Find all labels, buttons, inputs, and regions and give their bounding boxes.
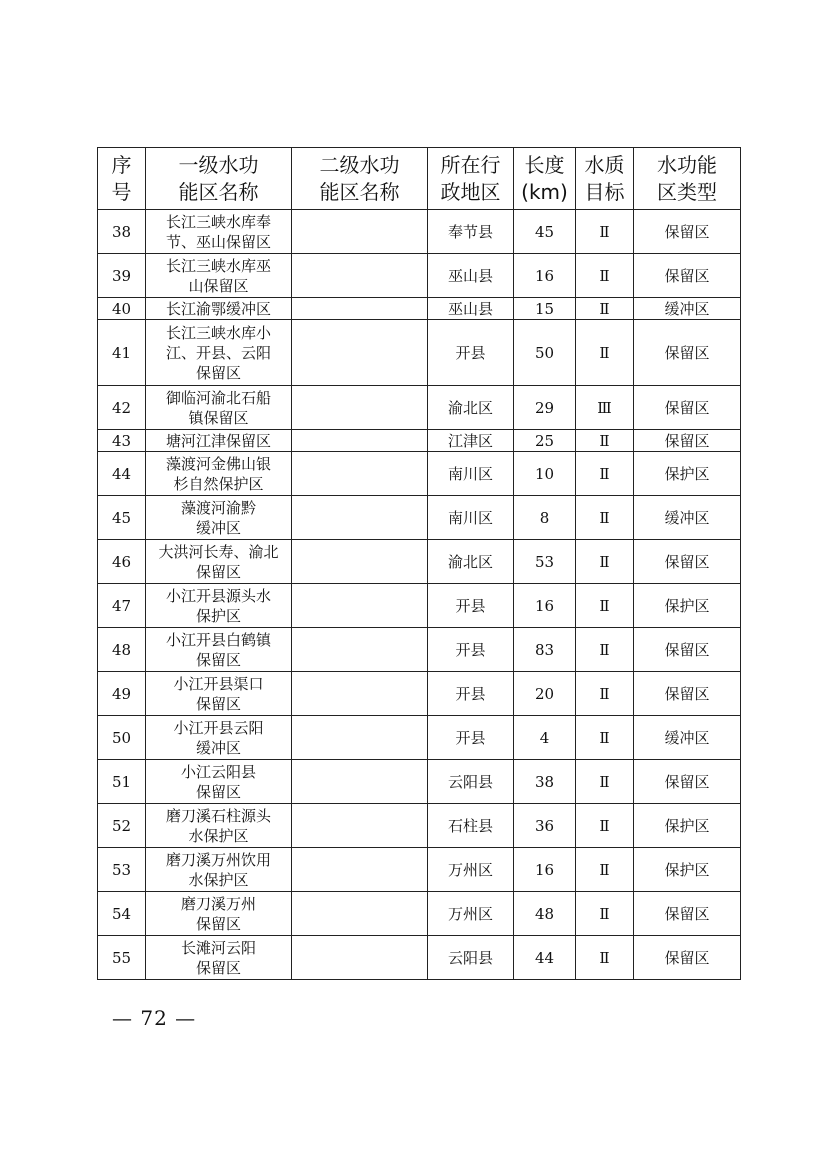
water-quality-target: Ⅱ	[576, 848, 634, 892]
primary-zone-name: 长江三峡水库巫 山保留区	[146, 254, 292, 298]
region-name: 万州区	[428, 892, 514, 936]
table-row	[98, 760, 741, 804]
table-row	[98, 320, 741, 386]
zone-type: 保留区	[634, 760, 741, 804]
water-quality-target: Ⅲ	[576, 386, 634, 430]
secondary-zone-name	[292, 672, 428, 716]
secondary-zone-name	[292, 540, 428, 584]
table-row	[98, 672, 741, 716]
water-quality-target: Ⅱ	[576, 320, 634, 386]
zone-type: 缓冲区	[634, 716, 741, 760]
water-quality-target: Ⅱ	[576, 672, 634, 716]
region-name: 云阳县	[428, 760, 514, 804]
length-km: 16	[514, 584, 576, 628]
primary-zone-name: 小江云阳县 保留区	[146, 760, 292, 804]
row-number: 42	[98, 386, 146, 430]
primary-zone-name: 御临河渝北石船 镇保留区	[146, 386, 292, 430]
water-quality-target: Ⅱ	[576, 430, 634, 452]
primary-zone-name: 藻渡河渝黔 缓冲区	[146, 496, 292, 540]
zone-type: 保留区	[634, 386, 741, 430]
page-number: — 72 —	[112, 1006, 197, 1030]
water-quality-target: Ⅱ	[576, 298, 634, 320]
primary-zone-name: 长江三峡水库奉 节、巫山保留区	[146, 210, 292, 254]
table-row	[98, 892, 741, 936]
row-number: 54	[98, 892, 146, 936]
table-row	[98, 254, 741, 298]
length-km: 36	[514, 804, 576, 848]
primary-zone-name: 磨刀溪万州饮用 水保护区	[146, 848, 292, 892]
length-km: 25	[514, 430, 576, 452]
primary-zone-name: 磨刀溪万州 保留区	[146, 892, 292, 936]
secondary-zone-name	[292, 760, 428, 804]
primary-zone-name: 长江三峡水库小 江、开县、云阳 保留区	[146, 320, 292, 386]
region-name: 渝北区	[428, 386, 514, 430]
region-name: 南川区	[428, 496, 514, 540]
primary-zone-name: 大洪河长寿、渝北 保留区	[146, 540, 292, 584]
primary-zone-name: 小江开县源头水 保护区	[146, 584, 292, 628]
row-number: 45	[98, 496, 146, 540]
region-name: 江津区	[428, 430, 514, 452]
length-km: 38	[514, 760, 576, 804]
zone-type: 保留区	[634, 936, 741, 980]
secondary-zone-name	[292, 452, 428, 496]
length-km: 16	[514, 848, 576, 892]
zone-type: 缓冲区	[634, 496, 741, 540]
length-km: 10	[514, 452, 576, 496]
water-quality-target: Ⅱ	[576, 584, 634, 628]
table-row	[98, 298, 741, 320]
zone-type: 保护区	[634, 848, 741, 892]
secondary-zone-name	[292, 628, 428, 672]
row-number: 38	[98, 210, 146, 254]
primary-zone-name: 小江开县渠口 保留区	[146, 672, 292, 716]
secondary-zone-name	[292, 804, 428, 848]
table-row	[98, 716, 741, 760]
secondary-zone-name	[292, 430, 428, 452]
water-quality-target: Ⅱ	[576, 254, 634, 298]
zone-type: 保护区	[634, 584, 741, 628]
water-function-zone-table	[97, 147, 741, 980]
zone-type: 保留区	[634, 892, 741, 936]
row-number: 44	[98, 452, 146, 496]
row-number: 52	[98, 804, 146, 848]
zone-type: 保护区	[634, 804, 741, 848]
row-number: 46	[98, 540, 146, 584]
secondary-zone-name	[292, 848, 428, 892]
primary-zone-name: 磨刀溪石柱源头 水保护区	[146, 804, 292, 848]
table-header-row	[98, 148, 741, 210]
row-number: 43	[98, 430, 146, 452]
primary-zone-name: 塘河江津保留区	[146, 430, 292, 452]
primary-zone-name: 长滩河云阳 保留区	[146, 936, 292, 980]
region-name: 巫山县	[428, 298, 514, 320]
water-quality-target: Ⅱ	[576, 716, 634, 760]
row-number: 51	[98, 760, 146, 804]
table-row	[98, 584, 741, 628]
secondary-zone-name	[292, 386, 428, 430]
table-row	[98, 430, 741, 452]
header-primary-zone: 一级水功 能区名称	[146, 148, 292, 210]
zone-type: 保留区	[634, 320, 741, 386]
water-quality-target: Ⅱ	[576, 804, 634, 848]
header-region: 所在行 政地区	[428, 148, 514, 210]
water-quality-target: Ⅱ	[576, 760, 634, 804]
row-number: 49	[98, 672, 146, 716]
length-km: 50	[514, 320, 576, 386]
water-quality-target: Ⅱ	[576, 936, 634, 980]
primary-zone-name: 长江渝鄂缓冲区	[146, 298, 292, 320]
table-row	[98, 936, 741, 980]
length-km: 45	[514, 210, 576, 254]
row-number: 41	[98, 320, 146, 386]
zone-type: 保护区	[634, 452, 741, 496]
length-km: 83	[514, 628, 576, 672]
row-number: 47	[98, 584, 146, 628]
length-km: 4	[514, 716, 576, 760]
secondary-zone-name	[292, 254, 428, 298]
primary-zone-name: 藻渡河金佛山银 杉自然保护区	[146, 452, 292, 496]
region-name: 开县	[428, 584, 514, 628]
table-row	[98, 540, 741, 584]
region-name: 开县	[428, 672, 514, 716]
row-number: 53	[98, 848, 146, 892]
header-water-target: 水质 目标	[576, 148, 634, 210]
row-number: 50	[98, 716, 146, 760]
region-name: 南川区	[428, 452, 514, 496]
secondary-zone-name	[292, 496, 428, 540]
water-quality-target: Ⅱ	[576, 496, 634, 540]
secondary-zone-name	[292, 584, 428, 628]
table-row	[98, 496, 741, 540]
water-quality-target: Ⅱ	[576, 210, 634, 254]
length-km: 48	[514, 892, 576, 936]
primary-zone-name: 小江开县白鹤镇 保留区	[146, 628, 292, 672]
zone-type: 保留区	[634, 210, 741, 254]
header-zone-type: 水功能 区类型	[634, 148, 741, 210]
region-name: 渝北区	[428, 540, 514, 584]
header-no: 序 号	[98, 148, 146, 210]
row-number: 55	[98, 936, 146, 980]
region-name: 万州区	[428, 848, 514, 892]
zone-type: 保留区	[634, 540, 741, 584]
region-name: 开县	[428, 628, 514, 672]
table-row	[98, 848, 741, 892]
row-number: 39	[98, 254, 146, 298]
row-number: 40	[98, 298, 146, 320]
table-row	[98, 628, 741, 672]
region-name: 巫山县	[428, 254, 514, 298]
secondary-zone-name	[292, 210, 428, 254]
zone-type: 保留区	[634, 628, 741, 672]
length-km: 8	[514, 496, 576, 540]
length-km: 53	[514, 540, 576, 584]
zone-type: 保留区	[634, 254, 741, 298]
table-row	[98, 386, 741, 430]
table-row	[98, 210, 741, 254]
length-km: 44	[514, 936, 576, 980]
water-quality-target: Ⅱ	[576, 892, 634, 936]
region-name: 开县	[428, 716, 514, 760]
secondary-zone-name	[292, 320, 428, 386]
row-number: 48	[98, 628, 146, 672]
secondary-zone-name	[292, 936, 428, 980]
zone-type: 保留区	[634, 430, 741, 452]
water-quality-target: Ⅱ	[576, 540, 634, 584]
table-body	[98, 210, 741, 980]
length-km: 16	[514, 254, 576, 298]
zone-type: 保留区	[634, 672, 741, 716]
water-quality-target: Ⅱ	[576, 628, 634, 672]
header-secondary-zone: 二级水功 能区名称	[292, 148, 428, 210]
length-km: 20	[514, 672, 576, 716]
region-name: 奉节县	[428, 210, 514, 254]
header-length: 长度 (km)	[514, 148, 576, 210]
length-km: 29	[514, 386, 576, 430]
secondary-zone-name	[292, 298, 428, 320]
region-name: 云阳县	[428, 936, 514, 980]
zone-type: 缓冲区	[634, 298, 741, 320]
table-row	[98, 804, 741, 848]
secondary-zone-name	[292, 892, 428, 936]
water-quality-target: Ⅱ	[576, 452, 634, 496]
primary-zone-name: 小江开县云阳 缓冲区	[146, 716, 292, 760]
region-name: 开县	[428, 320, 514, 386]
length-km: 15	[514, 298, 576, 320]
secondary-zone-name	[292, 716, 428, 760]
table-row	[98, 452, 741, 496]
region-name: 石柱县	[428, 804, 514, 848]
